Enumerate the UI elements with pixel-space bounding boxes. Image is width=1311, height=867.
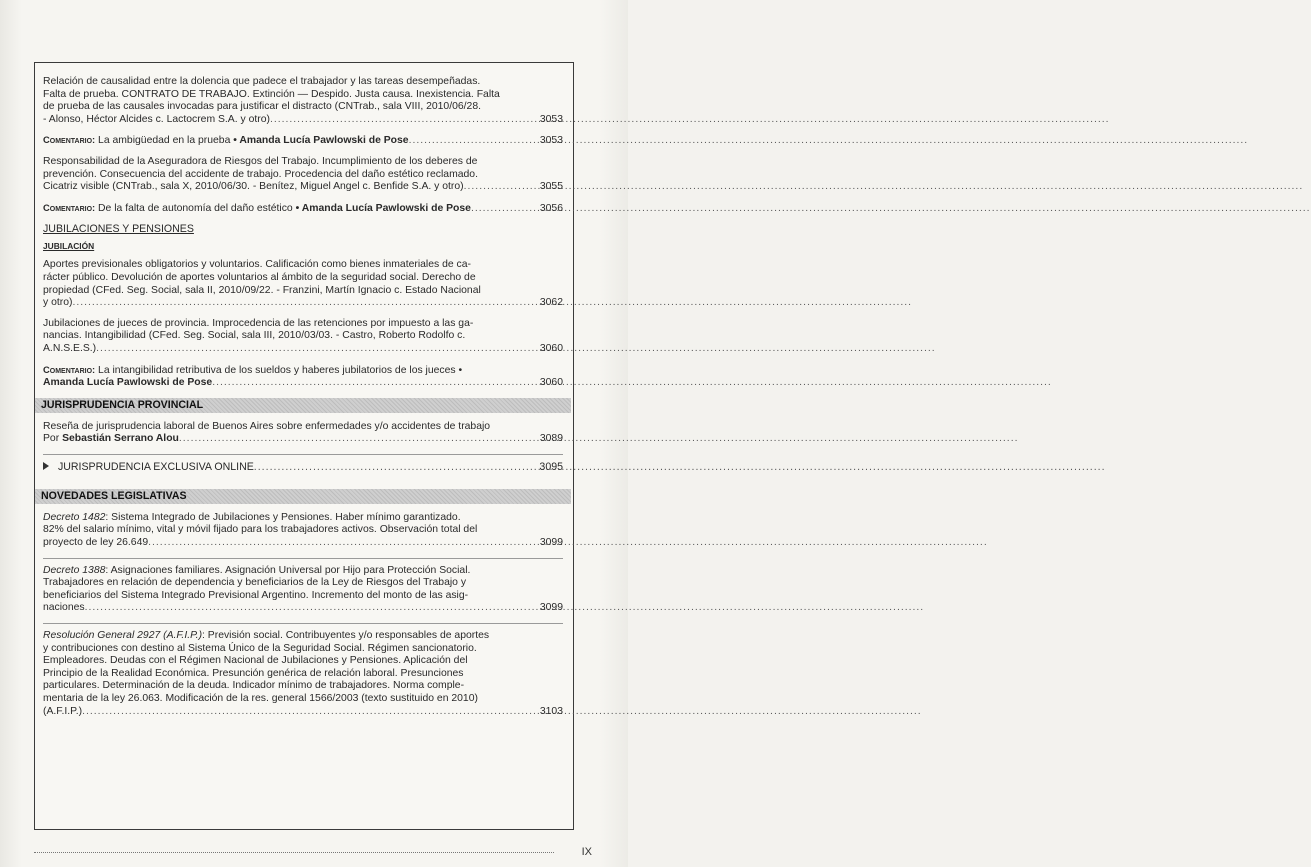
dot-leader — [85, 602, 532, 615]
entry-text: beneficiarios del Sistema Integrado Previsional Argentino. Incremento del monto de las asig- — [43, 589, 469, 601]
entry-text: Principio de la Realidad Económica. Presunción genérica de relación laboral. Presunciones — [43, 667, 464, 679]
section-band-provincial: JURISPRUDENCIA PROVINCIAL — [35, 398, 571, 413]
index-entry[interactable] — [43, 156, 563, 194]
entry-text: proyecto de ley 26.649 — [43, 537, 149, 549]
comentario-entry[interactable] — [43, 202, 563, 216]
page-reference: 3099 — [539, 537, 563, 549]
entry-text: : Asignaciones familiares. Asignación Universal por Hijo para Protección Social. — [105, 564, 471, 576]
entry-text: - Alonso, Héctor Alcides c. Lactocrem S.A. y otro) — [43, 113, 270, 125]
entry-text: Aportes previsionales obligatorios y voluntarios. Calificación como bienes inmateriales de ca- — [43, 259, 471, 271]
online-label: JURISPRUDENCIA EXCLUSIVA ONLINE — [57, 460, 254, 473]
comentario-label: Comentario: — [43, 363, 96, 375]
footer-dotted-rule — [34, 852, 554, 854]
comentario-author: Amanda Lucía Pawlowski de Pose — [43, 377, 213, 389]
divider — [43, 454, 563, 455]
entry-text: Jubilaciones de jueces de provincia. Improcedencia de las retenciones por impuesto a las ga- — [43, 317, 474, 329]
index-entry[interactable] — [43, 259, 563, 309]
index-entry[interactable] — [43, 565, 563, 615]
entry-text: Reseña de jurisprudencia laboral de Buenos Aires sobre enfermedades y/o accidentes de trabajo — [43, 420, 491, 432]
comentario-title: La intangibilidad retributiva de los sueldos y haberes jubilatorios de los jueces • — [98, 364, 463, 376]
index-entry[interactable] — [43, 630, 563, 718]
comentario-title: La ambigüedad en la prueba — [98, 135, 231, 147]
index-entry[interactable] — [43, 421, 563, 446]
comentario-author: • Amanda Lucía Pawlowski de Pose — [295, 202, 471, 214]
dot-leader — [148, 537, 532, 550]
comentario-title: De la falta de autonomía del daño estético — [98, 202, 293, 214]
entry-text: mentaria de la ley 26.063. Modificación de la res. general 1566/2003 (texto sustituido en 2010) — [43, 693, 478, 704]
entry-text: naciones — [43, 602, 85, 614]
page-reference: 3060 — [539, 377, 563, 389]
dot-leader — [464, 181, 532, 194]
entry-reference: Resolución General 2927 (A.F.I.P.) — [43, 630, 203, 642]
page-reference: 3060 — [539, 342, 563, 354]
page-reference: 3053 — [539, 135, 563, 147]
section-band-novedades: NOVEDADES LEGISLATIVAS — [35, 489, 571, 504]
index-frame — [34, 62, 574, 830]
entry-reference: Decreto 1482 — [43, 511, 106, 523]
dot-leader — [212, 377, 532, 390]
entry-text: Relación de causalidad entre la dolencia que padece el trabajador y las tareas desempeñadas. — [43, 76, 481, 87]
entry-text: propiedad (CFed. Seg. Social, sala II, 2010/09/22. - Franzini, Martín Ignacio c. Estado Nacional — [43, 284, 481, 296]
page-reference: 3099 — [539, 602, 563, 614]
dot-leader — [82, 706, 532, 719]
entry-text: prevención. Consecuencia del accidente de trabajo. Procedencia del daño estético reclamado. — [43, 168, 478, 180]
entry-text: A.N.S.E.S.) — [43, 342, 97, 354]
page-number: IX — [581, 846, 592, 858]
dot-leader — [72, 297, 532, 310]
page-reference: 3062 — [539, 297, 563, 309]
entry-text: Cicatriz visible (CNTrab., sala X, 2010/06/30. - Benítez, Miguel Angel c. Benfide S.A. y otro) — [43, 181, 464, 193]
entry-text: 82% del salario mínimo, vital y móvil fijado para los trabajadores activos. Observación total del — [43, 524, 478, 536]
entry-reference: Decreto 1388 — [43, 564, 106, 576]
entry-text: Empleadores. Deudas con el Régimen Nacional de Jubilaciones y Pensiones. Aplicación del — [43, 655, 468, 667]
comentario-label: Comentario: — [43, 201, 96, 213]
entry-text: de prueba de las causales invocadas para justificar el distracto (CNTrab., sala VIII, 2010/06/28. — [43, 101, 481, 113]
divider — [43, 558, 563, 559]
dot-leader — [254, 461, 532, 473]
comentario-entry[interactable] — [43, 134, 563, 148]
entry-text: y contribuciones con destino al Sistema Único de la Seguridad Social. Régimen sancionatorio. — [43, 642, 477, 654]
page-reference: 3103 — [539, 705, 563, 717]
page-reference: 3095 — [539, 460, 563, 473]
entry-text: nancias. Intangibilidad (CFed. Seg. Social, sala III, 2010/03/03. - Castro, Roberto Rodolfo c. — [43, 330, 466, 342]
dot-leader — [471, 203, 532, 216]
entry-text: Falta de prueba. CONTRATO DE TRABAJO. Extinción — Despido. Justa causa. Inexistencia. Falta — [43, 88, 500, 100]
entry-text: Responsabilidad de la Aseguradora de Riesgos del Trabajo. Incumplimiento de los deberes de — [43, 155, 478, 167]
entry-text: : Sistema Integrado de Jubilaciones y Pensiones. Haber mínimo garantizado. — [105, 511, 461, 523]
section-heading-jubilaciones[interactable]: JUBILACIONES Y PENSIONES — [43, 223, 194, 236]
triangle-arrow-icon — [43, 462, 49, 470]
index-entry[interactable] — [43, 318, 563, 356]
entry-text: particulares. Determinación de la deuda. Indicador mínimo de trabajadores. Norma comple- — [43, 680, 465, 692]
index-entry[interactable] — [43, 76, 563, 126]
page-reference: 3089 — [539, 433, 563, 445]
comentario-label: Comentario: — [43, 134, 96, 146]
dot-leader — [96, 343, 532, 356]
entry-text: y otro) — [43, 297, 73, 309]
entry-text: rácter público. Devolución de aportes voluntarios al ámbito de la seguridad social. Derecho de — [43, 271, 476, 283]
entry-text: Trabajadores en relación de dependencia y beneficiarios de la Ley de Riesgos del Trabajo y — [43, 577, 467, 589]
dot-leader — [270, 114, 532, 127]
page-reference: 3056 — [539, 202, 563, 214]
online-entry[interactable] — [43, 461, 563, 473]
author-prefix: Por — [43, 433, 60, 445]
page-reference: 3053 — [539, 113, 563, 125]
index-entry[interactable] — [43, 512, 563, 550]
entry-author: Sebastián Serrano Alou — [62, 433, 179, 445]
divider — [43, 623, 563, 624]
dot-leader — [409, 135, 532, 148]
subsection-heading-jubilacion[interactable]: JUBILACIÓN — [43, 241, 95, 252]
comentario-author: • Amanda Lucía Pawlowski de Pose — [233, 135, 409, 147]
dot-leader — [179, 433, 532, 446]
page-reference: 3055 — [539, 181, 563, 193]
comentario-entry[interactable] — [43, 364, 563, 390]
index-content — [43, 76, 563, 726]
entry-text: (A.F.I.P.) — [43, 705, 83, 717]
entry-text: : Previsión social. Contribuyentes y/o responsables de aportes — [202, 630, 490, 642]
